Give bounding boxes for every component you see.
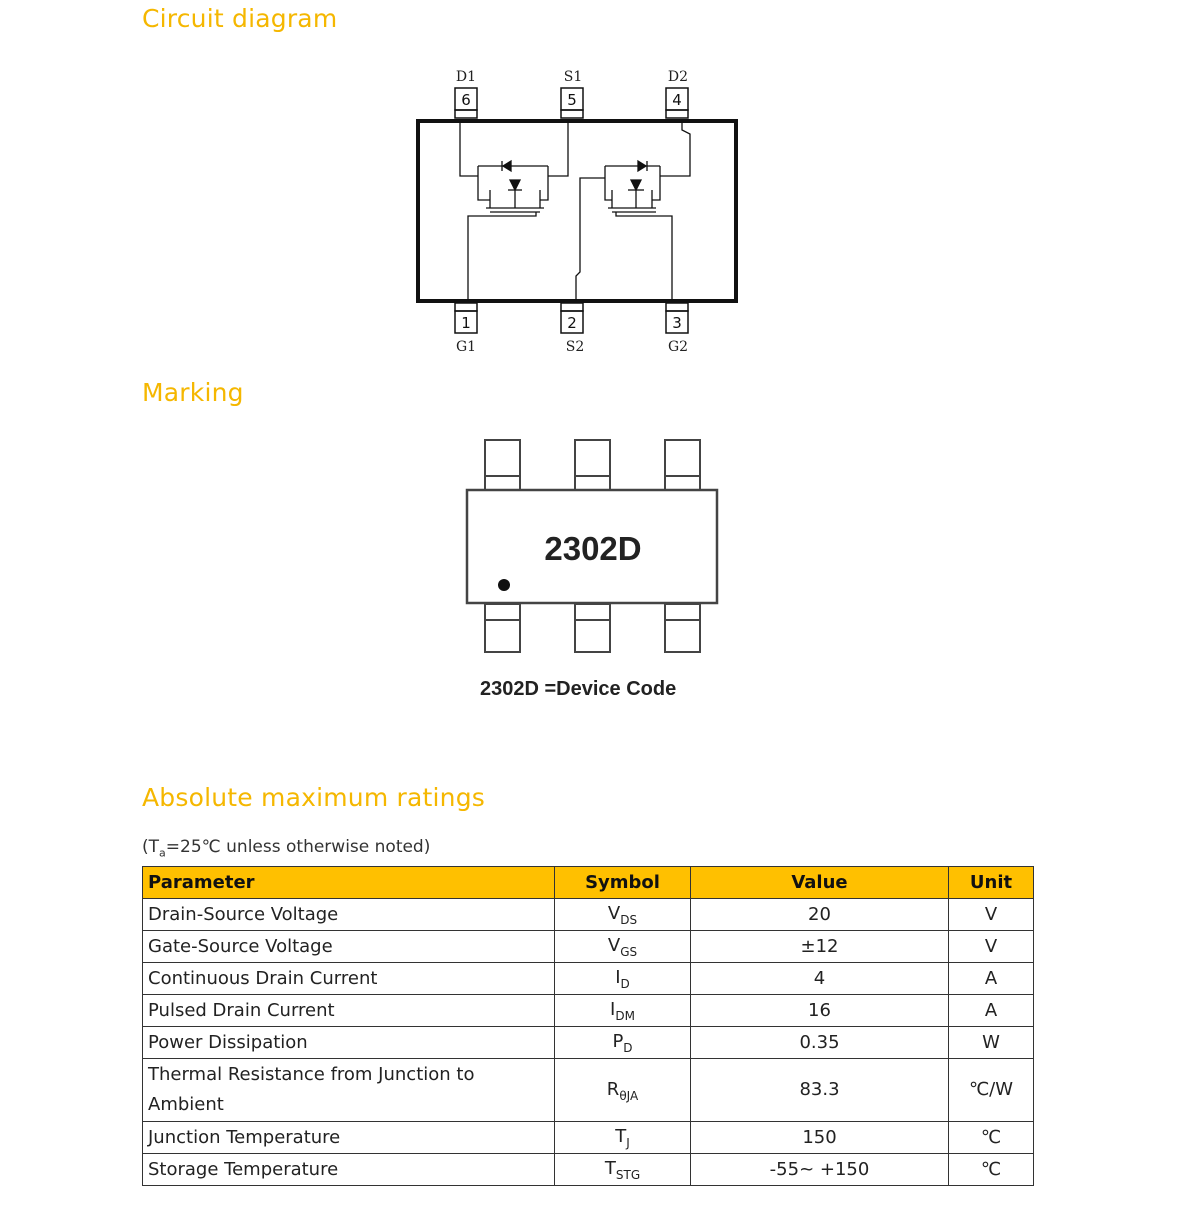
cell-symbol: $P_D$ <box>555 1027 691 1059</box>
cell-unit: A <box>949 995 1034 1027</box>
cell-parameter: Continuous Drain Current <box>143 963 555 995</box>
cell-parameter: Pulsed Drain Current <box>143 995 555 1027</box>
cell-symbol: $T_J$ <box>555 1122 691 1154</box>
pin-label-g1: G1 <box>455 339 477 355</box>
cell-parameter: Junction Temperature <box>143 1122 555 1154</box>
cell-value: 16 <box>691 995 949 1027</box>
cell-parameter: Thermal Resistance from Junction to Ambient <box>143 1059 555 1122</box>
cell-parameter: Power Dissipation <box>143 1027 555 1059</box>
cell-value: 20 <box>691 899 949 931</box>
cell-parameter: Storage Temperature <box>143 1154 555 1186</box>
pin-label-d1: D1 <box>455 69 477 85</box>
cell-unit: ℃ <box>949 1154 1034 1186</box>
cell-parameter: Gate-Source Voltage <box>143 931 555 963</box>
pin-number-4: 4 <box>672 91 682 109</box>
pin-number-1: 1 <box>461 314 471 332</box>
cell-unit: ℃ <box>949 1122 1034 1154</box>
ratings-table <box>142 866 1034 1186</box>
pin-label-s1: S1 <box>563 69 583 85</box>
cell-value: 150 <box>691 1122 949 1154</box>
table-row <box>143 899 1034 931</box>
cell-value: -55~ +150 <box>691 1154 949 1186</box>
pin-label-d2: D2 <box>667 69 689 85</box>
table-row <box>143 1027 1034 1059</box>
cell-unit: A <box>949 963 1034 995</box>
marking-diagram <box>455 430 735 662</box>
header-symbol: Symbol <box>555 867 691 899</box>
cell-symbol: $V_{GS}$ <box>555 931 691 963</box>
ratings-condition-note: ($T_a=25℃$ unless otherwise noted) <box>142 837 431 860</box>
cell-value: 83.3 <box>691 1059 949 1122</box>
cell-unit: ℃/W <box>949 1059 1034 1122</box>
cell-symbol: $V_{DS}$ <box>555 899 691 931</box>
cell-value: ±12 <box>691 931 949 963</box>
ratings-title: Absolute maximum ratings <box>142 783 486 812</box>
header-parameter: Parameter <box>143 867 555 899</box>
cell-symbol: $T_{STG}$ <box>555 1154 691 1186</box>
table-row <box>143 1059 1034 1122</box>
table-row <box>143 1154 1034 1186</box>
table-row <box>143 995 1034 1027</box>
device-code-caption: 2302D =Device Code <box>480 678 677 700</box>
cell-unit: V <box>949 931 1034 963</box>
circuit-diagram <box>400 60 750 360</box>
pin-label-g2: G2 <box>667 339 689 355</box>
cell-unit: V <box>949 899 1034 931</box>
pin-label-s2: S2 <box>565 339 585 355</box>
table-row <box>143 963 1034 995</box>
pin-number-2: 2 <box>567 314 577 332</box>
pin-number-5: 5 <box>567 91 577 109</box>
circuit-diagram-title: Circuit diagram <box>142 4 338 33</box>
cell-unit: W <box>949 1027 1034 1059</box>
pin-number-6: 6 <box>461 91 471 109</box>
cell-symbol: $I_{DM}$ <box>555 995 691 1027</box>
cell-parameter: Drain-Source Voltage <box>143 899 555 931</box>
pin1-indicator-dot <box>498 579 510 591</box>
marking-title: Marking <box>142 378 244 407</box>
package-body <box>418 121 736 301</box>
cell-value: 0.35 <box>691 1027 949 1059</box>
table-row <box>143 1122 1034 1154</box>
cell-value: 4 <box>691 963 949 995</box>
header-unit: Unit <box>949 867 1034 899</box>
table-header-row <box>143 867 1034 899</box>
device-code: 2302D <box>544 530 642 567</box>
table-row <box>143 931 1034 963</box>
pin-number-3: 3 <box>672 314 682 332</box>
cell-symbol: $I_D$ <box>555 963 691 995</box>
header-value: Value <box>691 867 949 899</box>
cell-symbol: $R_{\theta JA}$ <box>555 1059 691 1122</box>
